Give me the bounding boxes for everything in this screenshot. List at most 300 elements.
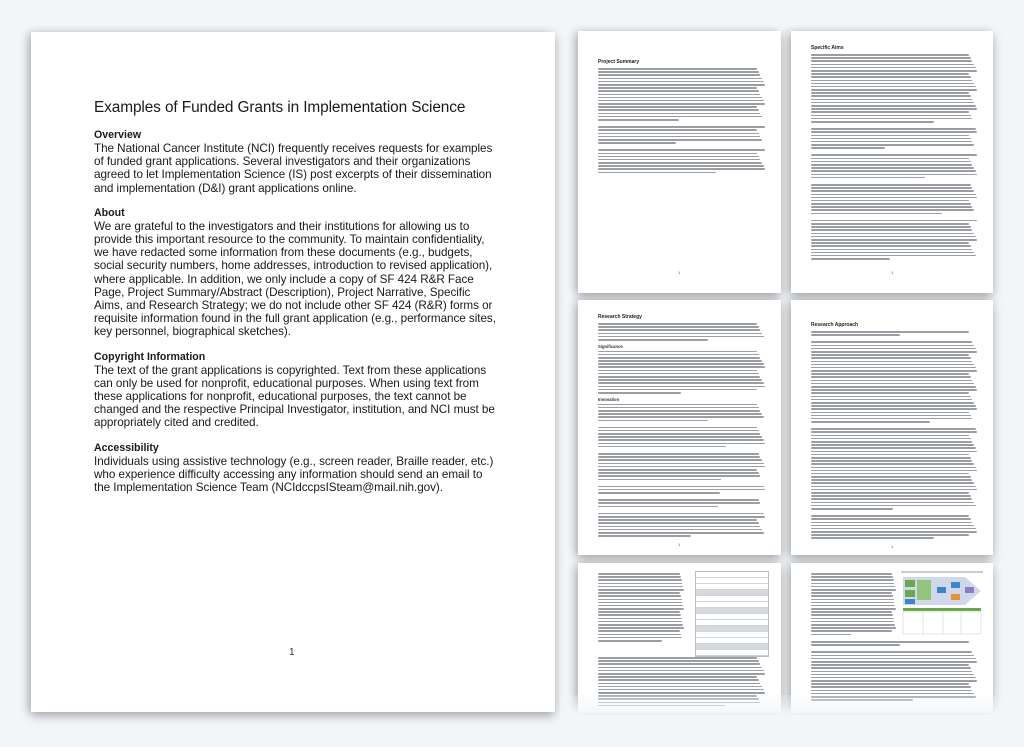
text-line [598, 363, 764, 365]
text-line [811, 470, 977, 472]
text-line [598, 621, 682, 623]
text-line [598, 165, 764, 167]
text-line [811, 80, 972, 82]
text-line [598, 94, 760, 96]
text-line [598, 119, 679, 121]
text-line [811, 167, 974, 169]
text-line [811, 508, 893, 510]
text-lines [811, 641, 979, 701]
text-line [811, 421, 930, 423]
text-line [811, 367, 976, 369]
text-line [598, 634, 681, 636]
text-line [598, 172, 716, 174]
text-line [811, 630, 892, 632]
text-line [811, 54, 969, 56]
text-line [598, 660, 759, 662]
text-line [598, 351, 757, 353]
thumbnail-subheading: Significance [598, 343, 623, 349]
text-line [811, 505, 976, 507]
text-line [811, 383, 974, 385]
page-number: 1 [289, 647, 295, 658]
text-line [811, 655, 974, 657]
text-line [598, 162, 762, 164]
text-line [811, 158, 969, 160]
thumbnail-heading: Research Approach [811, 322, 859, 328]
text-line [598, 526, 760, 528]
text-line [811, 614, 893, 616]
thumbnail-content [811, 322, 979, 541]
text-line [598, 153, 757, 155]
text-line [811, 418, 972, 420]
page-number: 1 [678, 270, 681, 275]
text-line [598, 679, 759, 681]
page-number: 1 [891, 544, 894, 549]
text-line [811, 364, 974, 366]
text-line [598, 159, 760, 161]
page-number: 1 [678, 542, 681, 547]
page-number: 1 [891, 270, 894, 275]
thumbnail-research-strategy[interactable] [578, 300, 781, 555]
text-line [811, 370, 977, 372]
text-line [598, 81, 764, 83]
thumbnail-research-approach[interactable] [791, 300, 993, 555]
text-line [811, 525, 974, 527]
text-line [811, 473, 969, 475]
text-line [598, 489, 765, 491]
text-line [598, 614, 681, 616]
text-line [811, 348, 976, 350]
text-line [598, 592, 680, 594]
text-line [598, 416, 764, 418]
text-line [598, 466, 765, 468]
thumbnail-content [598, 314, 767, 538]
text-line [811, 345, 974, 347]
text-line [598, 106, 757, 108]
text-line [811, 624, 895, 626]
text-line [811, 405, 976, 407]
section-heading: Copyright Information [94, 350, 206, 363]
text-line [811, 415, 971, 417]
text-line [598, 499, 759, 501]
text-line [598, 513, 764, 515]
text-line [598, 689, 764, 691]
text-line [598, 336, 764, 338]
thumbnail-content [811, 573, 897, 637]
bottom-fade [560, 695, 1024, 747]
thumbnail-content [811, 45, 979, 261]
text-line [811, 402, 974, 404]
text-line [598, 339, 708, 341]
text-line [598, 129, 757, 131]
text-lines [598, 68, 767, 173]
text-line [598, 599, 682, 601]
section-heading: Accessibility [94, 441, 159, 454]
section-body: We are grateful to the investigators and their institutions for allowing us to provide this important resource to the community. To maintain confidentiality, we have redacted some information from these documents (e.g., budgets, social security numbers, home addresses, introduction to revised application), where applicable. In addition, we only include a copy of SF 424 R&R Face Page, Project Summary/Abstract (Description), Project Narrative, Specific Aims, and Research Strategy; we do not include other SF 424 (R&R) forms or requisite information found in the full grant application (e.g., performance sites, key personnel, biographical sketches). [94, 219, 496, 339]
text-line [598, 136, 760, 138]
text-line [811, 457, 971, 459]
thumbnail-page-5[interactable] [578, 563, 781, 713]
text-line [598, 657, 757, 659]
text-line [598, 573, 680, 575]
text-line [811, 573, 892, 575]
text-line [811, 380, 972, 382]
text-line [598, 329, 760, 331]
text-line [811, 522, 972, 524]
text-line [598, 78, 762, 80]
text-line [598, 475, 760, 477]
text-line [811, 60, 972, 62]
text-line [811, 674, 974, 676]
text-line [598, 326, 759, 328]
text-line [811, 203, 971, 205]
text-line [598, 453, 759, 455]
text-line [811, 467, 976, 469]
text-line [811, 680, 977, 682]
text-line [598, 100, 764, 102]
text-line [598, 446, 726, 448]
text-line [598, 357, 760, 359]
text-line [811, 502, 974, 504]
text-line [811, 463, 974, 465]
text-line [811, 147, 885, 149]
text-line [811, 686, 971, 688]
text-line [598, 459, 762, 461]
thumbnail-content [811, 641, 979, 702]
text-line [598, 354, 759, 356]
text-line [811, 412, 969, 414]
text-line [598, 667, 762, 669]
text-line [811, 583, 894, 585]
text-line [598, 602, 682, 604]
text-line [811, 200, 969, 202]
text-line [811, 589, 896, 591]
text-line [811, 498, 972, 500]
text-line [811, 213, 942, 215]
text-line [811, 389, 977, 391]
text-line [598, 486, 764, 488]
text-line [598, 87, 757, 89]
text-line [811, 83, 974, 85]
text-lines [598, 404, 767, 537]
text-line [811, 602, 894, 604]
section-body: The National Cancer Institute (NCI) frequently receives requests for examples of funded grant applications. Several investigators and their organizations agreed to let Implementation Science (IS) post excerpts of their dissemination and implementation (D&I) grant applications online. [94, 142, 493, 195]
text-line [598, 370, 757, 372]
text-line [811, 408, 977, 410]
text-line [598, 456, 760, 458]
text-lines [811, 54, 979, 260]
text-line [811, 518, 971, 520]
section-heading: Overview [94, 129, 142, 141]
text-line [598, 360, 762, 362]
text-line [598, 142, 676, 144]
text-line [811, 608, 896, 610]
text-line [598, 676, 757, 678]
text-line [811, 357, 971, 359]
text-line [598, 618, 682, 620]
text-line [811, 174, 977, 176]
text-line [598, 469, 757, 471]
text-line [811, 451, 977, 453]
text-line [811, 531, 977, 533]
text-line [811, 206, 972, 208]
text-line [598, 479, 721, 481]
text-line [811, 438, 971, 440]
text-line [811, 67, 976, 69]
text-line [598, 133, 759, 135]
text-line [811, 354, 969, 356]
text-line [598, 586, 683, 588]
text-line [811, 376, 971, 378]
text-line [598, 379, 762, 381]
text-line [811, 386, 976, 388]
thumbnail-content [598, 573, 685, 643]
text-line [811, 341, 972, 343]
text-line [598, 529, 762, 531]
text-line [598, 420, 708, 422]
thumbnail-content [598, 59, 767, 175]
text-line [598, 506, 718, 508]
text-line [598, 68, 757, 70]
text-line [598, 502, 760, 504]
text-line [598, 583, 682, 585]
text-line [811, 144, 974, 146]
text-line [811, 209, 974, 211]
text-line [811, 447, 976, 449]
text-line [598, 413, 762, 415]
section-body: Individuals using assistive technology (e.g., screen reader, Braille reader, etc.) who experience difficulty accessing any information should send an email to the Implementation Science Team (NCIdccpsISteam@mail.nih.gov). [94, 454, 494, 495]
text-line [598, 376, 760, 378]
text-line [811, 57, 971, 59]
text-line [598, 463, 764, 465]
text-line [598, 630, 680, 632]
text-line [598, 126, 765, 128]
text-line [811, 605, 895, 607]
text-line [811, 658, 976, 660]
text-line [598, 516, 765, 518]
text-line [598, 430, 759, 432]
text-line [811, 486, 976, 488]
text-line [811, 115, 971, 117]
section-accessibility [94, 442, 499, 495]
text-line [811, 476, 971, 478]
text-line [598, 640, 662, 642]
text-line [598, 576, 681, 578]
text-line [598, 139, 762, 141]
section-overview [94, 129, 499, 195]
thumbnail-page-6[interactable] [791, 563, 993, 713]
text-line [811, 361, 972, 363]
text-line [811, 161, 971, 163]
text-line [598, 670, 764, 672]
text-line [598, 436, 762, 438]
text-line [598, 519, 757, 521]
text-line [811, 441, 972, 443]
thumbnail-project-summary[interactable] [578, 31, 781, 293]
text-line [598, 90, 759, 92]
text-line [598, 373, 759, 375]
text-line [811, 641, 969, 643]
thumbnail-heading: Research Strategy [598, 314, 642, 320]
thumbnail-heading: Specific Aims [811, 45, 844, 51]
document-page-1 [31, 32, 555, 712]
text-line [811, 190, 974, 192]
document-title: Examples of Funded Grants in Implementation Science [94, 99, 466, 116]
text-line [811, 76, 971, 78]
text-line [811, 534, 969, 536]
text-line [811, 128, 976, 130]
text-line [811, 644, 900, 646]
text-line [598, 116, 762, 118]
text-line [811, 226, 971, 228]
text-line [811, 252, 974, 254]
thumbnail-heading: Project Summary [598, 59, 640, 65]
text-line [598, 595, 681, 597]
text-line [811, 651, 972, 653]
thumbnail-subheading: Innovation [598, 396, 620, 402]
text-line [811, 245, 971, 247]
text-line [811, 331, 969, 333]
text-line [598, 71, 759, 73]
text-line [811, 492, 969, 494]
text-line [598, 692, 765, 694]
thumbnail-specific-aims[interactable] [791, 31, 993, 293]
text-line [598, 663, 760, 665]
text-line [598, 686, 762, 688]
text-line [811, 86, 976, 88]
page-content [94, 99, 499, 506]
text-line [811, 618, 894, 620]
text-line [598, 624, 683, 626]
text-line [811, 184, 971, 186]
text-line [811, 399, 972, 401]
text-line [811, 435, 969, 437]
text-line [598, 683, 760, 685]
section-heading: About [94, 206, 125, 219]
text-line [811, 164, 972, 166]
text-line [598, 84, 765, 86]
text-line [811, 170, 976, 172]
text-line [598, 404, 757, 406]
text-line [811, 255, 976, 257]
text-line [811, 197, 977, 199]
text-line [811, 667, 971, 669]
text-line [811, 634, 851, 636]
text-line [811, 690, 972, 692]
section-body: The text of the grant applications is copyrighted. Text from these applications can only be used for nonprofit, educational purposes. When using text from these applications for nonprofit, educational purposes, the text cannot be changed and the respective Principal Investigator, institution, and NCI must be appropriately cited and credited. [94, 363, 495, 430]
text-line [811, 661, 977, 663]
text-line [811, 99, 972, 101]
text-line [811, 334, 900, 336]
text-line [598, 113, 760, 115]
text-line [811, 236, 976, 238]
text-line [811, 576, 893, 578]
text-line [598, 74, 760, 76]
text-line [811, 102, 974, 104]
text-lines [598, 573, 685, 642]
text-line [811, 249, 972, 251]
text-line [598, 532, 764, 534]
text-line [811, 233, 974, 235]
text-line [811, 223, 969, 225]
text-lines [811, 573, 897, 635]
text-line [811, 482, 974, 484]
text-lines [598, 351, 767, 394]
text-line [598, 673, 765, 675]
text-line [811, 187, 972, 189]
text-line [598, 522, 759, 524]
text-line [811, 138, 971, 140]
data-table-thumbnail [695, 571, 769, 657]
text-line [598, 407, 759, 409]
text-line [811, 664, 969, 666]
text-line [811, 671, 972, 673]
text-line [598, 109, 759, 111]
text-line [598, 382, 764, 384]
section-copyright [94, 351, 499, 430]
text-line [811, 135, 969, 137]
text-line [598, 627, 684, 629]
text-line [598, 386, 765, 388]
text-line [811, 177, 925, 179]
text-line [598, 149, 765, 151]
text-line [811, 121, 934, 123]
text-line [598, 637, 682, 639]
text-line [811, 611, 892, 613]
text-line [598, 410, 760, 412]
text-line [598, 168, 765, 170]
table-row [696, 650, 768, 656]
text-line [598, 366, 765, 368]
text-line [598, 439, 764, 441]
text-line [598, 472, 759, 474]
text-line [598, 333, 762, 335]
text-lines [598, 323, 767, 341]
text-line [811, 428, 976, 430]
text-line [811, 537, 934, 539]
text-line [598, 579, 682, 581]
text-line [598, 323, 757, 325]
text-line [598, 103, 765, 105]
text-line [598, 608, 684, 610]
text-line [598, 433, 760, 435]
text-line [811, 373, 969, 375]
text-line [811, 479, 972, 481]
text-line [811, 105, 976, 107]
text-line [811, 141, 972, 143]
text-line [811, 431, 977, 433]
text-line [811, 220, 977, 222]
text-line [811, 677, 976, 679]
text-line [598, 443, 765, 445]
text-line [811, 118, 972, 120]
diagram-figure-icon [901, 571, 983, 635]
text-line [598, 156, 759, 158]
text-line [811, 239, 977, 241]
text-line [811, 73, 969, 75]
text-line [811, 627, 896, 629]
text-line [811, 95, 971, 97]
text-line [811, 595, 893, 597]
section-about [94, 207, 499, 339]
text-line [598, 97, 762, 99]
text-line [811, 592, 892, 594]
text-line [598, 535, 691, 537]
text-line [811, 70, 977, 72]
text-line [598, 605, 683, 607]
text-line [811, 111, 969, 113]
text-line [811, 489, 977, 491]
text-line [811, 599, 894, 601]
